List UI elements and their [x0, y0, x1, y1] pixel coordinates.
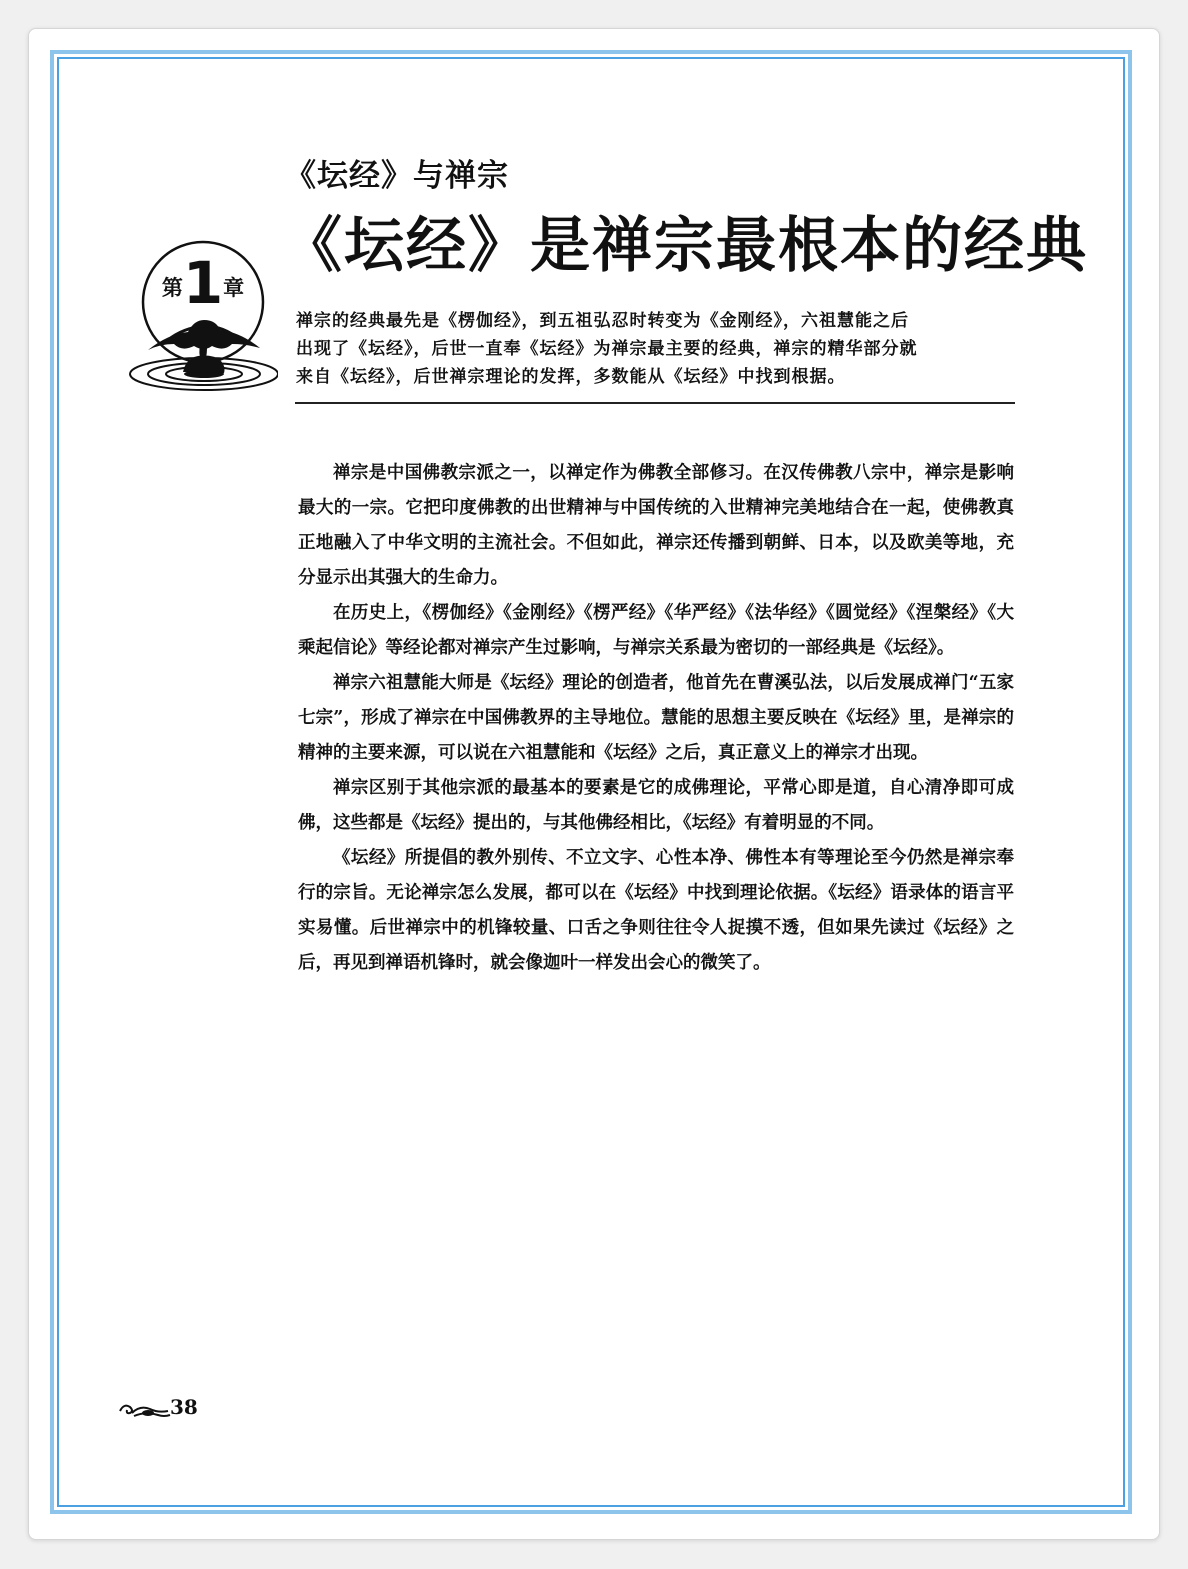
- chapter-prefix: 第: [161, 276, 183, 300]
- chapter-title: 《坛经》是禅宗最根本的经典: [282, 211, 1088, 281]
- body-paragraph: 禅宗六祖慧能大师是《坛经》理论的创造者，他首先在曹溪弘法，以后发展成禅门“五家七宗”，形成了禅宗在中国佛教界的主导地位。慧能的思想主要反映在《坛经》里，是禅宗的精神的主要来源，可以说在六祖慧能和《坛经》之后，真正意义上的禅宗才出现。: [298, 673, 1014, 763]
- summary-line: 出现了《坛经》，后世一直奉《坛经》为禅宗最主要的经典，禅宗的精华部分就: [296, 339, 918, 359]
- cloud-swirl-icon: [118, 1401, 172, 1419]
- page-number: 38: [170, 1395, 198, 1419]
- body-text: [298, 456, 1014, 981]
- chapter-badge: [128, 240, 278, 400]
- summary-divider: [295, 402, 1015, 404]
- chapter-number: 1: [182, 249, 224, 317]
- body-paragraph: 禅宗区别于其他宗派的最基本的要素是它的成佛理论，平常心即是道，自心清净即可成佛，这些都是《坛经》提出的，与其他佛经相比，《坛经》有着明显的不同。: [298, 778, 1014, 833]
- summary-line: 来自《坛经》，后世禅宗理论的发挥，多数能从《坛经》中找到根据。: [296, 367, 846, 387]
- body-paragraph: 《坛经》所提倡的教外别传、不立文字、心性本净、佛性本有等理论至今仍然是禅宗奉行的宗旨。无论禅宗怎么发展，都可以在《坛经》中找到理论依据。《坛经》语录体的语言平实易懂。后世禅宗中的机锋较量、口舌之争则往往令人捉摸不透，但如果先读过《坛经》之后，再见到禅语机锋时，就会像迦叶一样发出会心的微笑了。: [298, 848, 1014, 973]
- chapter-number-label: [128, 249, 278, 317]
- chapter-summary: [296, 307, 1016, 391]
- summary-line: 禅宗的经典最先是《楞伽经》，到五祖弘忍时转变为《金刚经》，六祖慧能之后: [296, 311, 909, 331]
- body-paragraph: 在历史上，《楞伽经》《金刚经》《楞严经》《华严经》《法华经》《圆觉经》《涅槃经》《大乘起信论》等经论都对禅宗产生过影响，与禅宗关系最为密切的一部经典是《坛经》。: [298, 603, 1014, 658]
- chapter-suffix: 章: [223, 276, 245, 300]
- body-paragraph: 禅宗是中国佛教宗派之一，以禅定作为佛教全部修习。在汉传佛教八宗中，禅宗是影响最大的一宗。它把印度佛教的出世精神与中国传统的入世精神完美地结合在一起，使佛教真正地融入了中华文明的主流社会。不但如此，禅宗还传播到朝鲜、日本，以及欧美等地，充分显示出其强大的生命力。: [298, 463, 1014, 588]
- section-subtitle: 《坛经》与禅宗: [285, 158, 509, 194]
